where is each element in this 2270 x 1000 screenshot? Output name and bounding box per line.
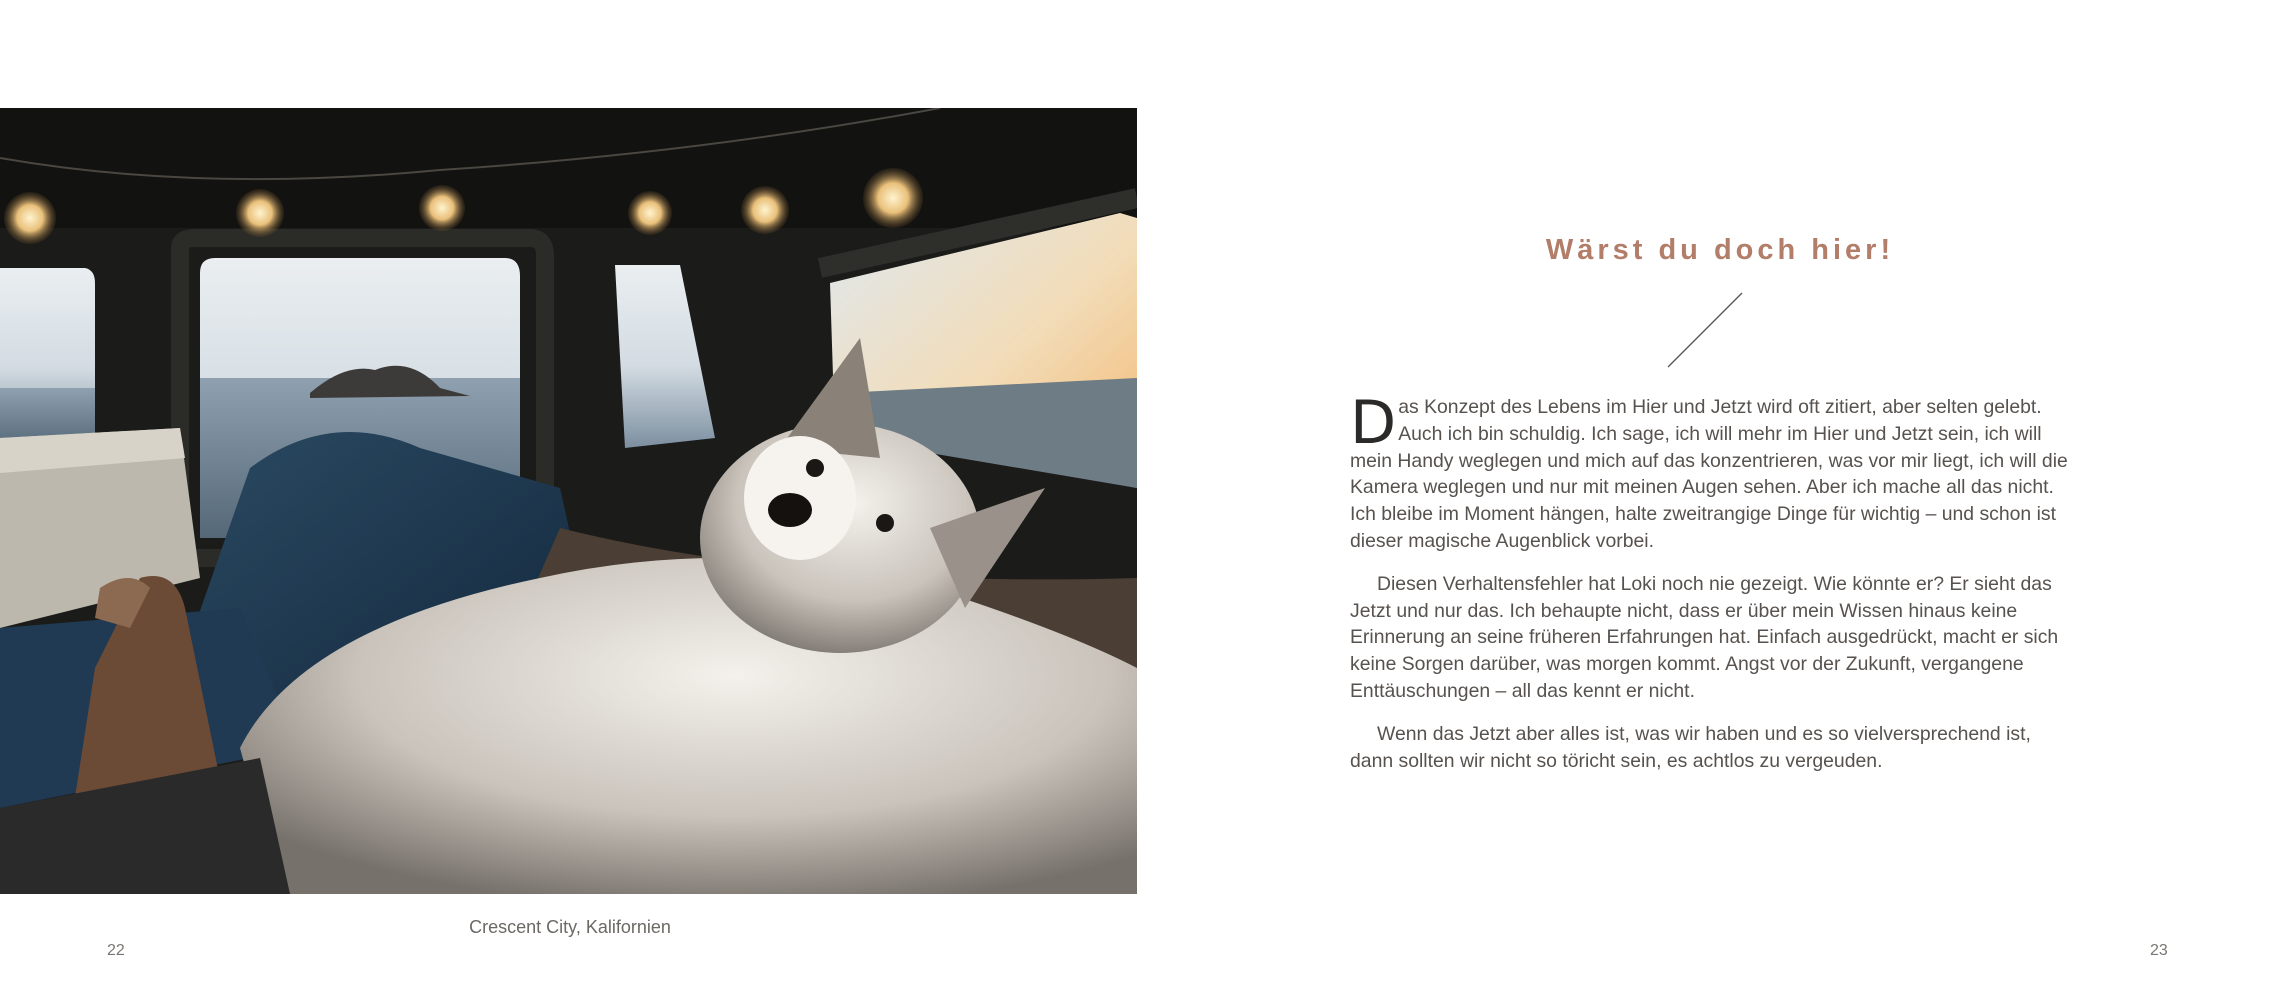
body-text [1350,388,2075,790]
page-number-left: 22 [107,942,125,959]
photo-illustration [0,108,1137,894]
van-dog-photo [0,108,1137,894]
paragraph-2: Diesen Verhaltensfehler hat Loki noch nie gezeigt. Wie könnte er? Er sieht das Jetzt und nur das. Ich behaupte nicht, dass er über mein Wissen hinaus keine Erinnerung an seine früheren Erfahrungen hat. Einfach ausgedrückt, macht er sich keine Sorgen darüber, was morgen kommt. Angst vor der Zukunft, vergangene Enttäuschungen – all das kennt er nicht. [1350,572,2059,702]
divider-slash-icon [1665,290,1745,370]
paragraph-3: Wenn das Jetzt aber alles ist, was wir haben und es so vielversprechend ist, dann sollten wir nicht so töricht sein, es achtlos zu vergeuden. [1350,722,2031,772]
paragraph-1-text: as Konzept des Lebens im Hier und Jetzt wird oft zitiert, aber selten gelebt. Auch ich bin schuldig. Ich sage, ich will mehr im Hier und Jetzt sein, ich will mein Handy weglegen und mich auf das konzentrieren, was vor mir liegt, ich will die Kamera weglegen und nur mit meinen Augen sehen. Aber ich mache all das nicht. Ich bleibe im Moment hängen, halte zweitrangige Dinge für wichtig – und schon ist dieser magische Augenblick vorbei. [1350,396,2068,552]
page-number-right: 23 [2150,942,2168,959]
drop-cap: D [1350,388,1397,458]
paragraph-1 [1350,388,2075,555]
photo-caption: Crescent City, Kalifornien [469,917,671,937]
chapter-heading: Wärst du doch hier! [1545,234,1895,266]
